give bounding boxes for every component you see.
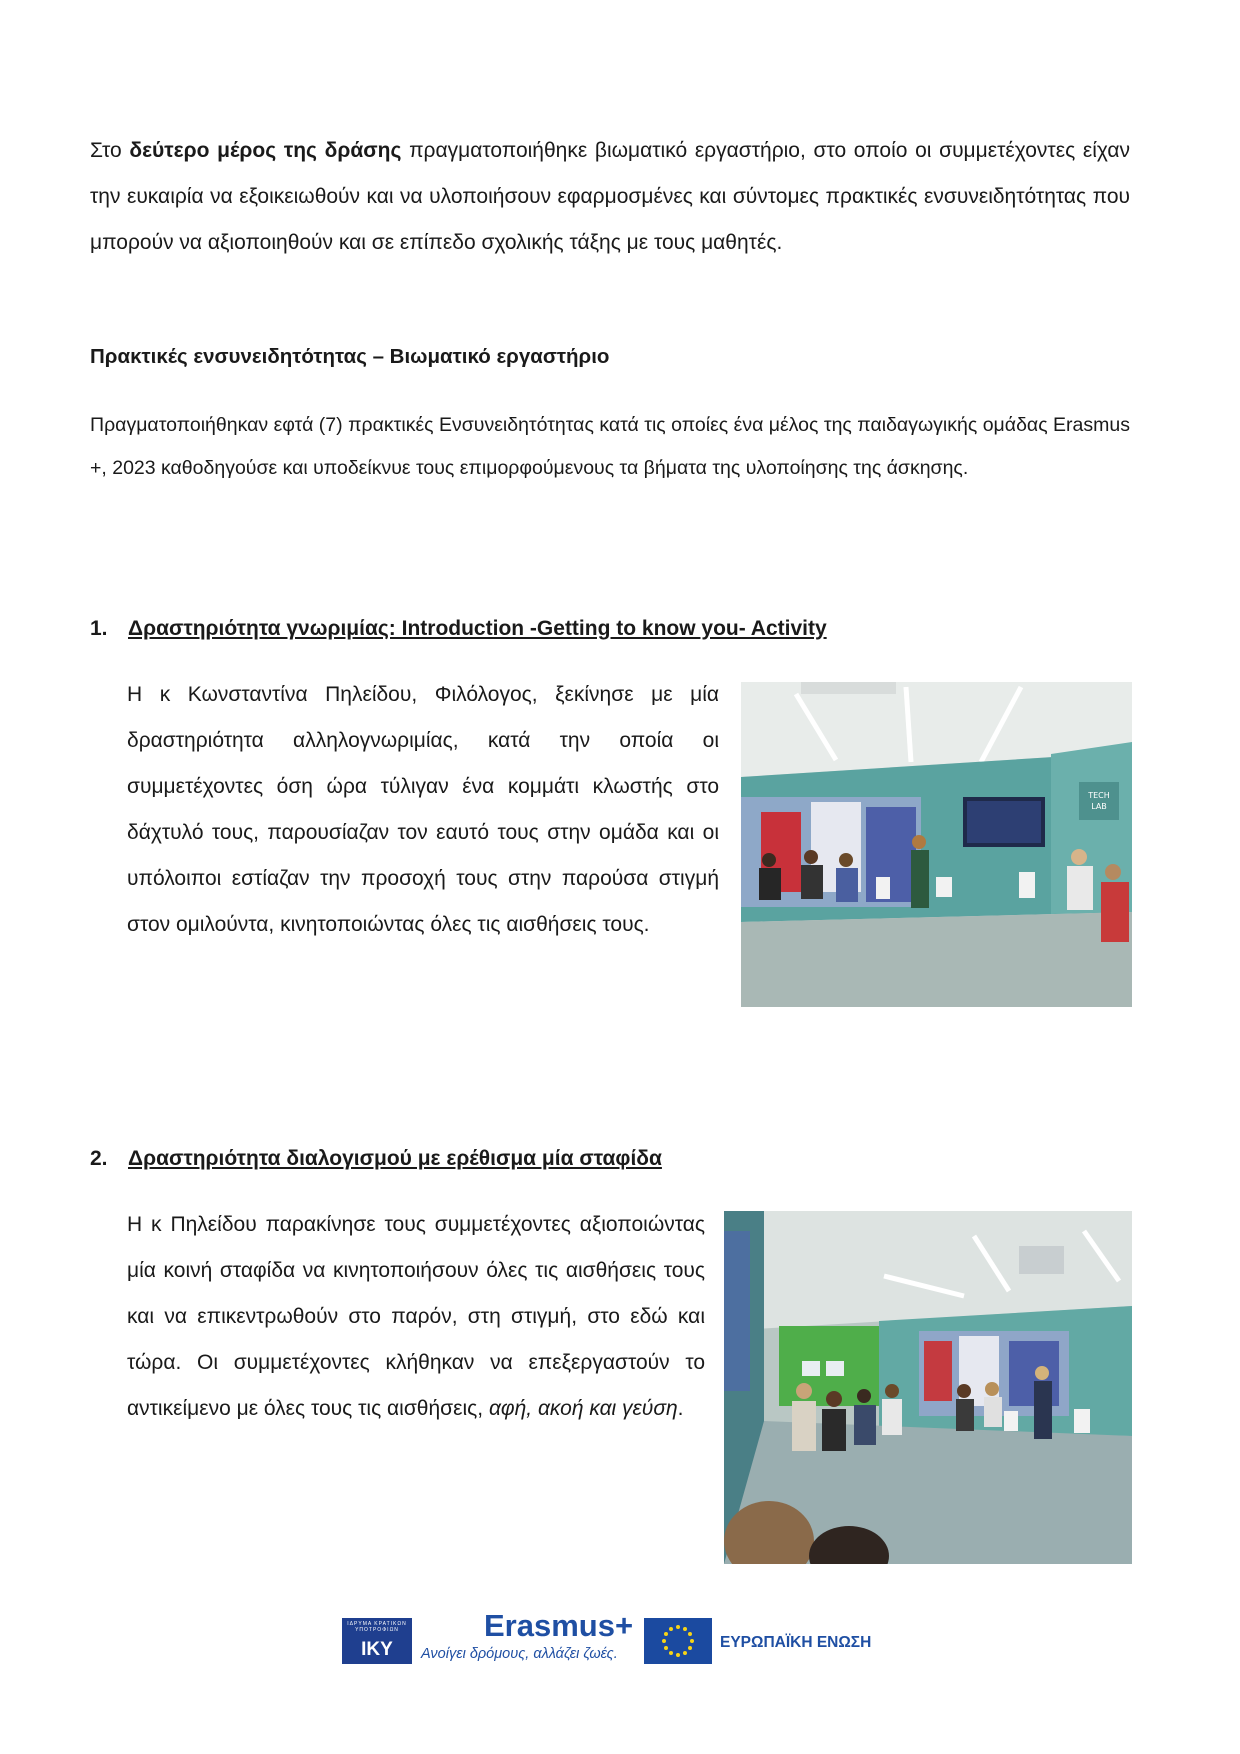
iky-logo-text: IKY (361, 1639, 393, 1660)
footer-logos (342, 1608, 882, 1668)
intro-part2: πραγματοποιήθηκε βιωματικό εργαστήριο, στο οποίο οι συμμετέχοντες είχαν την ευκαιρία να εξοικειωθούν και να υλοποιήσουν εφαρμοσμένες και σύντομες πρακτικές ενσυνειδητότητας που μπορούν να αξιοποιηθούν και σε επίπεδο σχολικής τάξης με τους μαθητές. (90, 139, 1130, 254)
activity-1-title: Δραστηριότητα γνωριμίας: Introduction -Getting to know you- Activity (128, 617, 827, 640)
intro-part1: Στο (90, 139, 130, 162)
activity-2-text-italic: αφή, ακοή και γεύση (488, 1397, 678, 1420)
eu-text: ΕΥΡΩΠΑΪΚΗ ΕΝΩΣΗ (720, 1634, 872, 1651)
activity-1-number: 1. (90, 617, 108, 640)
activity-2-text (127, 1202, 705, 1432)
iky-logo-small-text: ΙΔΡΥΜΑ ΚΡΑΤΙΚΩΝ ΥΠΟΤΡΟΦΙΩΝ (347, 1621, 407, 1633)
iky-logo (342, 1618, 412, 1664)
svg-text:LAB: LAB (1091, 802, 1107, 811)
eu-flag-icon (644, 1618, 712, 1664)
erasmus-logo-text: Erasmus+ (484, 1608, 634, 1643)
activity-1-text: Η κ Κωνσταντίνα Πηλείδου, Φιλόλογος, ξεκίνησε με μία δραστηριότητα αλληλογνωριμίας, κατά την οποία οι συμμετέχοντες όση ώρα τύλιγαν ένα κομμάτι κλωστής στο δάχτυλό τους, παρουσίαζαν τον εαυτό τους στην ομάδα και οι υπόλοιποι εστίαζαν την προσοχή τους στην παρούσα στιγμή στον ομιλούντα, κινητοποιώντας όλες τις αισθήσεις τους. (127, 683, 719, 936)
activity-2-number: 2. (90, 1147, 108, 1170)
section-heading: Πρακτικές ενσυνειδητότητας – Βιωματικό εργαστήριο (90, 345, 610, 368)
intro-paragraph (90, 128, 1130, 266)
activity-2-photo (724, 1211, 1132, 1564)
tech-lab-sign: TECH (1088, 791, 1110, 800)
activity-2-heading (90, 1147, 662, 1171)
activity-1-photo (741, 682, 1132, 1007)
intro-bold: δεύτερο μέρος της δράσης (129, 139, 402, 162)
activity-2-text-main: Η κ Πηλείδου παρακίνησε τους συμμετέχοντες αξιοποιώντας μία κοινή σταφίδα να κινητοποιήσουν όλες τις αισθήσεις τους και να επικεντρωθούν στο παρόν, στη στιγμή, στο εδώ και τώρα. Οι συμμετέχοντες κλήθηκαν να επεξεργαστούν το αντικείμενο με όλες τους τις αισθήσεις, (127, 1213, 705, 1420)
activity-1-heading (90, 617, 827, 641)
activity-2-title: Δραστηριότητα διαλογισμού με ερέθισμα μία σταφίδα (128, 1147, 662, 1170)
erasmus-slogan: Ανοίγει δρόμους, αλλάζει ζωές. (421, 1646, 618, 1662)
activity-2-text-end: . (677, 1397, 684, 1420)
practices-paragraph: Πραγματοποιήθηκαν εφτά (7) πρακτικές Ενσυνειδητότητας κατά τις οποίες ένα μέλος της παιδαγωγικής ομάδας Erasmus +, 2023 καθοδηγούσε και υποδείκνυε τους επιμορφούμενους τα βήματα της υλοποίησης της άσκησης. (90, 414, 1130, 479)
